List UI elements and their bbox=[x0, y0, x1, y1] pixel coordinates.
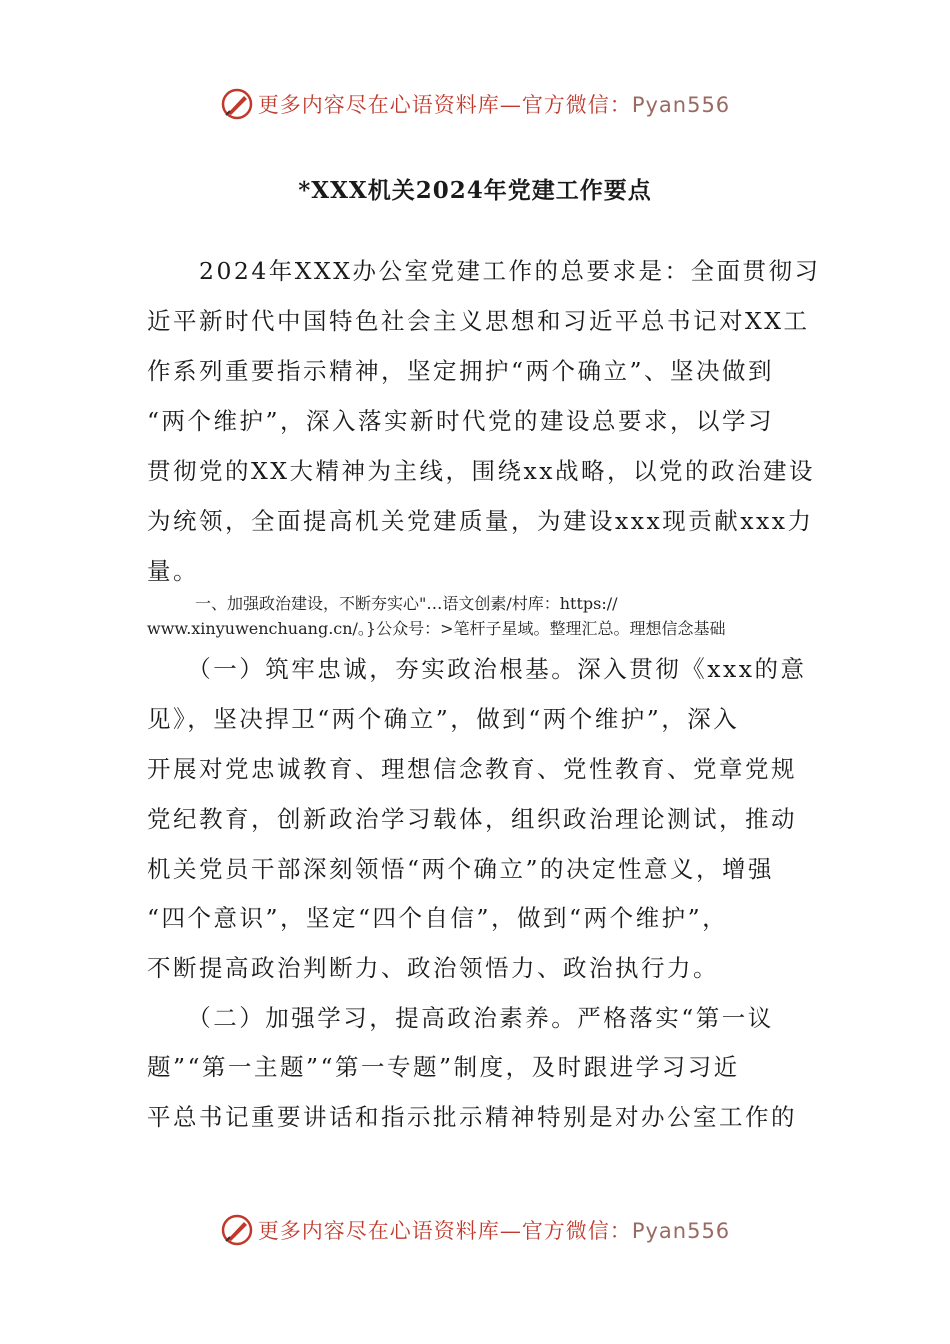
body-line: 2024年XXX办公室党建工作的总要求是：全面贯彻习 bbox=[147, 257, 821, 285]
section-heading-small: 一、加强政治建设，不断夯实心"…语文创素/村库：https:// bbox=[147, 594, 618, 613]
body-line: “两个维护”，深入落实新时代党的建设总要求，以学习 bbox=[147, 407, 775, 435]
body-line: 开展对党忠诚教育、理想信念教育、党性教育、党章党规 bbox=[147, 755, 797, 783]
banner-text bbox=[258, 89, 730, 119]
body-line: （一）筑牢忠诚，夯实政治根基。深入贯彻《xxx的意 bbox=[147, 655, 807, 683]
section-heading-small: www.xinyuwenchuang.cn/。}公众号：>笔杆子星域。整理汇总。理想信念基础 bbox=[147, 619, 726, 638]
banner-wechat-label: 官方微信： bbox=[521, 93, 632, 117]
banner-dash: — bbox=[499, 93, 522, 117]
body-line: 平总书记重要讲话和指示批示精神特别是对办公室工作的 bbox=[147, 1103, 797, 1131]
body-line: 机关党员干部深刻领悟“两个确立”的决定性意义，增强 bbox=[147, 855, 775, 883]
banner-main-text: 更多内容尽在心语资料库 bbox=[257, 1219, 500, 1243]
body-line: 见》，坚决捍卫“两个确立”，做到“两个维护”，深入 bbox=[147, 705, 740, 733]
body-line: （二）加强学习，提高政治素养。严格落实“第一议 bbox=[147, 1004, 774, 1032]
quill-logo-icon bbox=[220, 87, 254, 121]
banner-account: Pyan556 bbox=[631, 93, 731, 117]
body-line: 量。 bbox=[147, 557, 199, 585]
banner-main-text: 更多内容尽在心语资料库 bbox=[257, 93, 500, 117]
banner-wechat-label: 官方微信： bbox=[521, 1219, 632, 1243]
body-line: 贯彻党的XX大精神为主线，围绕xx战略，以党的政治建设 bbox=[147, 457, 815, 485]
quill-logo-icon bbox=[220, 1213, 254, 1247]
banner-account: Pyan556 bbox=[631, 1219, 731, 1243]
body-line: 不断提高政治判断力、政治领悟力、政治执行力。 bbox=[147, 954, 719, 982]
footer-watermark-banner bbox=[0, 1210, 950, 1250]
body-line: 党纪教育，创新政治学习载体，组织政治理论测试，推动 bbox=[147, 805, 797, 833]
banner-text bbox=[258, 1215, 730, 1245]
banner-dash: — bbox=[499, 1219, 522, 1243]
header-watermark-banner bbox=[0, 84, 950, 124]
body-line: 作系列重要指示精神，坚定拥护“两个确立”、坚决做到 bbox=[147, 357, 775, 385]
body-line: 近平新时代中国特色社会主义思想和习近平总书记对XX工 bbox=[147, 307, 810, 335]
body-line: 为统领，全面提高机关党建质量，为建设xxx现贡献xxx力 bbox=[147, 507, 814, 535]
body-line: “四个意识”，坚定“四个自信”，做到“两个维护”， bbox=[147, 904, 729, 932]
body-line: 题”“第一主题”“第一专题”制度，及时跟进学习习近 bbox=[147, 1053, 740, 1081]
document-title: *XXX机关2024年党建工作要点 bbox=[298, 177, 652, 204]
